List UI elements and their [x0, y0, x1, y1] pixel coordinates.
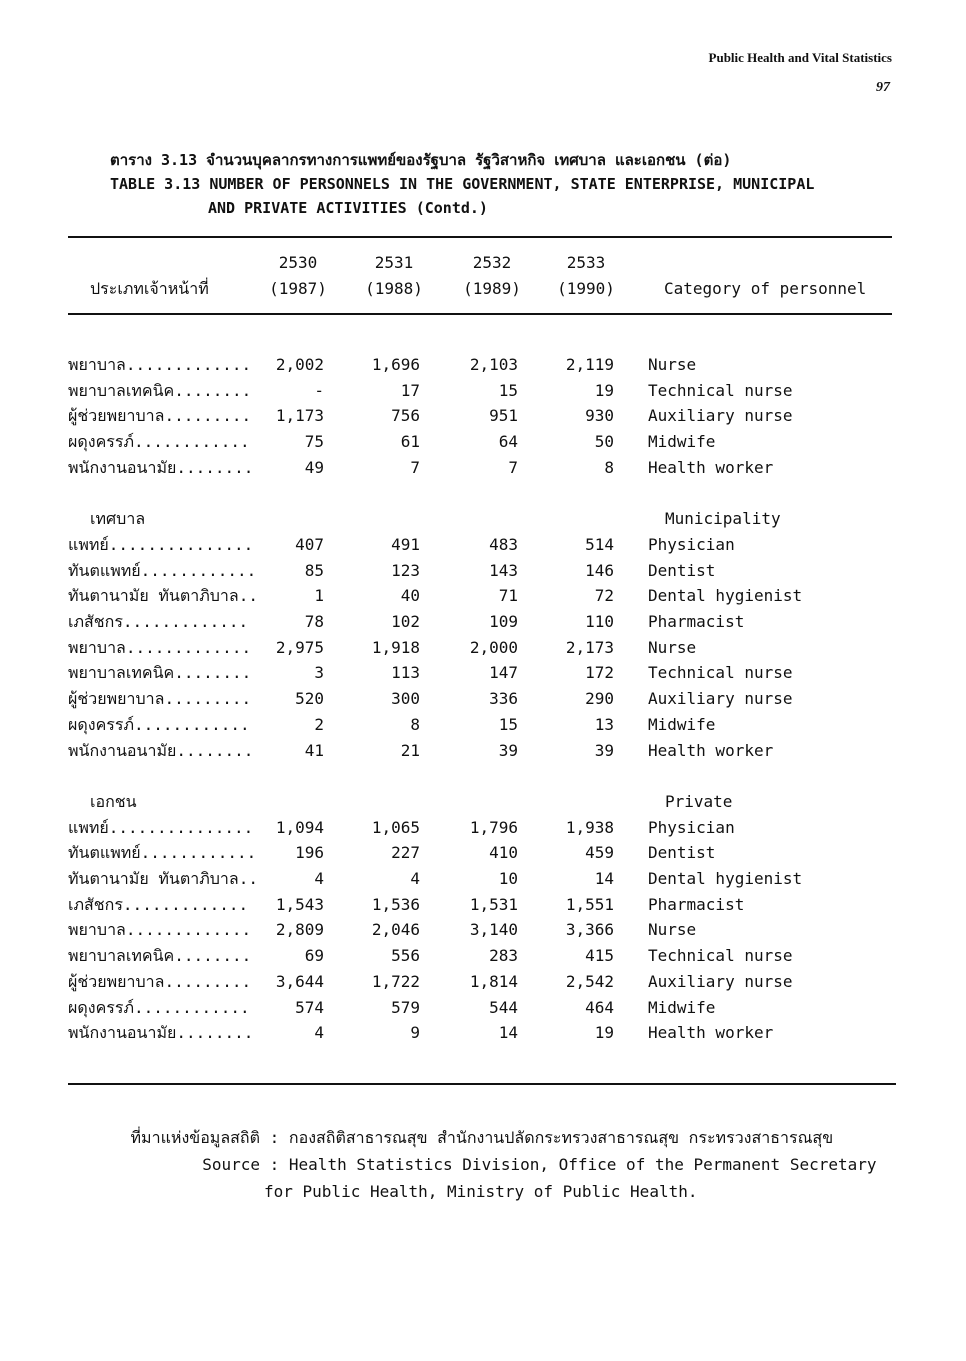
title-en-line2: AND PRIVATE ACTIVITIES (Contd.): [208, 199, 488, 217]
row-value-3: 7: [508, 457, 518, 477]
row-value-2: 4: [410, 869, 420, 888]
row-thai-label: ผู้ช่วยพยาบาล.........: [68, 971, 252, 991]
row-english-label: Dental hygienist: [648, 869, 803, 888]
row-english-label: Technical nurse: [648, 663, 793, 683]
row-thai-label: แพทย์...............: [68, 817, 254, 837]
source-en-label: Source: [202, 1155, 260, 1174]
row-value-3: 3,140: [469, 920, 518, 940]
row-thai-label: พยาบาลเทคนิค........: [68, 946, 252, 966]
row-thai-label: แพทย์...............: [68, 534, 254, 554]
table-row: [0, 866, 966, 892]
row-thai-label: พนักงานอนามัย........: [68, 1023, 254, 1043]
source-en-line1: Health Statistics Division, Office of the Permanent Secretary: [288, 1155, 877, 1174]
row-value-4: 1,938: [565, 817, 614, 837]
row-value-3: 951: [489, 406, 518, 426]
row-thai-label: พยาบาล.............: [68, 355, 252, 374]
row-value-1: 1,173: [275, 406, 324, 426]
source-en-line2: for Public Health, Ministry of Public Health.: [264, 1182, 698, 1201]
row-value-2: 1,065: [371, 817, 420, 837]
row-thai-label: ทันตานามัย ทันตาภิบาล..: [68, 586, 258, 606]
row-value-1: 2,809: [275, 920, 324, 940]
table-row: [0, 943, 966, 969]
row-thai-label: พนักงานอนามัย........: [68, 457, 254, 477]
row-value-4: 110: [585, 612, 614, 631]
row-thai-label: เภสัชกร.............: [68, 612, 249, 631]
row-value-3: 2,103: [469, 355, 518, 374]
row-english-label: Midwife: [648, 997, 716, 1017]
row-value-1: 1: [314, 586, 324, 606]
row-english-label: Pharmacist: [648, 612, 745, 631]
source-thai-text: กองสถิติสาธารณสุข สำนักงานปลัดกระทรวงสาธารณสุข กระทรวงสาธารณสุข: [288, 1128, 834, 1147]
table-row: [0, 558, 966, 584]
row-value-4: 415: [585, 946, 614, 966]
header-year-1-th: 2530: [278, 253, 318, 272]
table-row: [0, 583, 966, 609]
table-row: [0, 532, 966, 558]
row-thai-label: ผดุงครรภ์............: [68, 714, 250, 734]
row-thai-label: พนักงานอนามัย........: [68, 740, 254, 760]
row-value-2: 756: [391, 406, 420, 426]
row-value-4: 172: [585, 663, 614, 683]
section-heading: [0, 506, 966, 532]
row-english-label: Dental hygienist: [648, 586, 803, 606]
row-value-2: 8: [410, 714, 420, 734]
row-value-1: 85: [304, 560, 324, 580]
row-value-2: 113: [391, 663, 420, 683]
running-head: Public Health and Vital Statistics: [708, 50, 892, 65]
table-row: [0, 917, 966, 943]
row-english-label: Midwife: [648, 714, 716, 734]
table-title: [110, 148, 890, 220]
row-value-2: 7: [410, 457, 420, 477]
row-value-1: 196: [295, 843, 324, 863]
bottom-rule: [68, 1083, 896, 1085]
row-value-4: 2,173: [565, 637, 614, 657]
row-english-label: Technical nurse: [648, 380, 793, 400]
table-row: [0, 403, 966, 429]
row-english-label: Health worker: [648, 1023, 774, 1043]
header-thai-category: ประเภทเจ้าหน้าที่: [90, 279, 209, 298]
table-row: [0, 455, 966, 481]
row-english-label: Technical nurse: [648, 946, 793, 966]
row-value-1: 49: [304, 457, 324, 477]
row-value-4: 2,119: [565, 355, 614, 374]
row-value-1: 3,644: [275, 971, 324, 991]
row-value-2: 61: [400, 432, 420, 452]
row-value-4: 13: [594, 714, 614, 734]
section-english-title: Municipality: [665, 509, 781, 529]
table-row: [0, 840, 966, 866]
row-value-1: 4: [314, 1023, 324, 1043]
table-row: [0, 712, 966, 738]
row-value-1: 2,002: [275, 355, 324, 374]
row-value-4: 459: [585, 843, 614, 863]
row-thai-label: ทันตแพทย์............: [68, 560, 257, 580]
section-thai-title: เอกชน: [90, 791, 137, 811]
row-thai-label: พยาบาลเทคนิค........: [68, 663, 252, 683]
row-value-1: 3: [314, 663, 324, 683]
table-row: [0, 686, 966, 712]
row-english-label: Health worker: [648, 740, 774, 760]
row-value-2: 1,536: [371, 894, 420, 914]
header-en-category: Category of personnel: [664, 279, 867, 298]
row-value-3: 10: [498, 869, 518, 888]
row-value-2: 556: [391, 946, 420, 966]
row-english-label: Nurse: [648, 920, 697, 940]
row-value-3: 143: [489, 560, 518, 580]
section-english-title: Private: [665, 791, 733, 811]
table-row: [0, 892, 966, 918]
row-english-label: Nurse: [648, 637, 697, 657]
title-thai: ตาราง 3.13 จำนวนบุคลากรทางการแพทย์ของรัฐบาล รัฐวิสาหกิจ เทศบาล และเอกชน (ต่อ): [110, 151, 732, 169]
header-year-4-th: 2533: [566, 253, 606, 272]
table-row: [0, 660, 966, 686]
row-value-3: 483: [489, 534, 518, 554]
table-row: [0, 738, 966, 764]
table-row: [0, 635, 966, 661]
header-year-3-th: 2532: [472, 253, 512, 272]
table-row: [0, 429, 966, 455]
source-note: [110, 1124, 890, 1205]
row-value-4: 8: [604, 457, 614, 477]
row-value-4: 72: [594, 586, 614, 606]
row-value-4: 464: [585, 997, 614, 1017]
row-value-4: 930: [585, 406, 614, 426]
title-en-line1: TABLE 3.13 NUMBER OF PERSONNELS IN THE GOVERNMENT, STATE ENTERPRISE, MUNICIPAL: [110, 175, 815, 193]
row-value-3: 283: [489, 946, 518, 966]
row-value-1: 2,975: [275, 637, 324, 657]
table-row: [0, 995, 966, 1021]
row-english-label: Auxiliary nurse: [648, 689, 793, 709]
row-value-4: 2,542: [565, 971, 614, 991]
row-value-3: 1,796: [469, 817, 518, 837]
row-value-2: 1,918: [371, 637, 420, 657]
row-value-4: 514: [585, 534, 614, 554]
row-thai-label: ทันตานามัย ทันตาภิบาล..: [68, 869, 258, 888]
header-year-1-en: (1987): [269, 279, 327, 298]
row-value-2: 40: [400, 586, 420, 606]
row-english-label: Auxiliary nurse: [648, 406, 793, 426]
row-value-1: 78: [304, 612, 324, 631]
row-value-2: 579: [391, 997, 420, 1017]
row-value-3: 39: [498, 740, 518, 760]
row-value-4: 50: [594, 432, 614, 452]
row-value-3: 15: [498, 714, 518, 734]
row-english-label: Physician: [648, 817, 735, 837]
row-value-2: 21: [400, 740, 420, 760]
table-row: [0, 378, 966, 404]
row-value-2: 1,722: [371, 971, 420, 991]
row-value-1: 41: [304, 740, 324, 760]
row-value-3: 14: [498, 1023, 518, 1043]
row-value-4: 19: [594, 380, 614, 400]
row-value-2: 17: [400, 380, 420, 400]
row-thai-label: ผู้ช่วยพยาบาล.........: [68, 406, 252, 426]
row-thai-label: ผดุงครรภ์............: [68, 432, 250, 452]
row-value-3: 1,814: [469, 971, 518, 991]
row-thai-label: ผดุงครรภ์............: [68, 997, 250, 1017]
row-value-3: 64: [498, 432, 518, 452]
header-year-2-en: (1988): [365, 279, 423, 298]
row-value-1: -: [314, 380, 324, 400]
row-value-1: 1,094: [275, 817, 324, 837]
header-year-2-th: 2531: [374, 253, 414, 272]
row-value-1: 1,543: [275, 894, 324, 914]
section-thai-title: เทศบาล: [90, 509, 146, 529]
row-value-4: 14: [594, 869, 614, 888]
row-value-3: 410: [489, 843, 518, 863]
row-thai-label: ผู้ช่วยพยาบาล.........: [68, 689, 252, 709]
page-number: 97: [876, 80, 890, 95]
row-value-4: 39: [594, 740, 614, 760]
row-value-4: 1,551: [565, 894, 614, 914]
row-english-label: Health worker: [648, 457, 774, 477]
row-value-1: 574: [295, 997, 324, 1017]
row-english-label: Midwife: [648, 432, 716, 452]
row-value-1: 69: [304, 946, 324, 966]
row-value-1: 2: [314, 714, 324, 734]
row-value-2: 9: [410, 1023, 420, 1043]
row-value-3: 544: [489, 997, 518, 1017]
row-value-2: 227: [391, 843, 420, 863]
row-value-2: 491: [391, 534, 420, 554]
row-thai-label: พยาบาลเทคนิค........: [68, 380, 252, 400]
row-value-3: 336: [489, 689, 518, 709]
row-value-1: 4: [314, 869, 324, 888]
row-english-label: Pharmacist: [648, 894, 745, 914]
row-value-1: 407: [295, 534, 324, 554]
section-heading: [0, 789, 966, 815]
row-value-3: 71: [498, 586, 518, 606]
row-thai-label: พยาบาล.............: [68, 637, 252, 657]
row-value-3: 147: [489, 663, 518, 683]
table-row: [0, 1020, 966, 1046]
row-value-3: 109: [489, 612, 518, 631]
row-english-label: Dentist: [648, 843, 716, 863]
row-value-3: 15: [498, 380, 518, 400]
row-english-label: Dentist: [648, 560, 716, 580]
row-english-label: Auxiliary nurse: [648, 971, 793, 991]
table-row: [0, 969, 966, 995]
row-thai-label: พยาบาล.............: [68, 920, 252, 940]
source-thai-line: ที่มาแห่งข้อมูลสถิติ : กองสถิติสาธารณสุข สำนักงานปลัดกระทรวงสาธารณสุข กระทรวงสาธารณสุข: [110, 1124, 890, 1151]
row-value-1: 520: [295, 689, 324, 709]
top-rule: [68, 236, 892, 238]
table-row: [0, 609, 966, 635]
header-year-3-en: (1989): [463, 279, 521, 298]
row-thai-label: ทันตแพทย์............: [68, 843, 257, 863]
table-row: [0, 815, 966, 841]
row-value-3: 1,531: [469, 894, 518, 914]
row-thai-label: เภสัชกร.............: [68, 894, 249, 914]
row-value-4: 3,366: [565, 920, 614, 940]
row-value-1: 75: [304, 432, 324, 452]
row-value-2: 123: [391, 560, 420, 580]
header-year-4-en: (1990): [557, 279, 615, 298]
row-value-2: 2,046: [371, 920, 420, 940]
row-value-4: 290: [585, 689, 614, 709]
table-row: [0, 352, 966, 378]
row-value-4: 146: [585, 560, 614, 580]
source-thai-label: ที่มาแห่งข้อมูลสถิติ: [130, 1128, 260, 1147]
source-en-line: Source : Health Statistics Division, Office of the Permanent Secretary: [110, 1151, 890, 1178]
row-value-2: 300: [391, 689, 420, 709]
row-value-3: 2,000: [469, 637, 518, 657]
row-english-label: Nurse: [648, 355, 697, 374]
row-value-2: 102: [391, 612, 420, 631]
row-english-label: Physician: [648, 534, 735, 554]
row-value-4: 19: [594, 1023, 614, 1043]
row-value-2: 1,696: [371, 355, 420, 374]
header-rule: [68, 313, 892, 315]
